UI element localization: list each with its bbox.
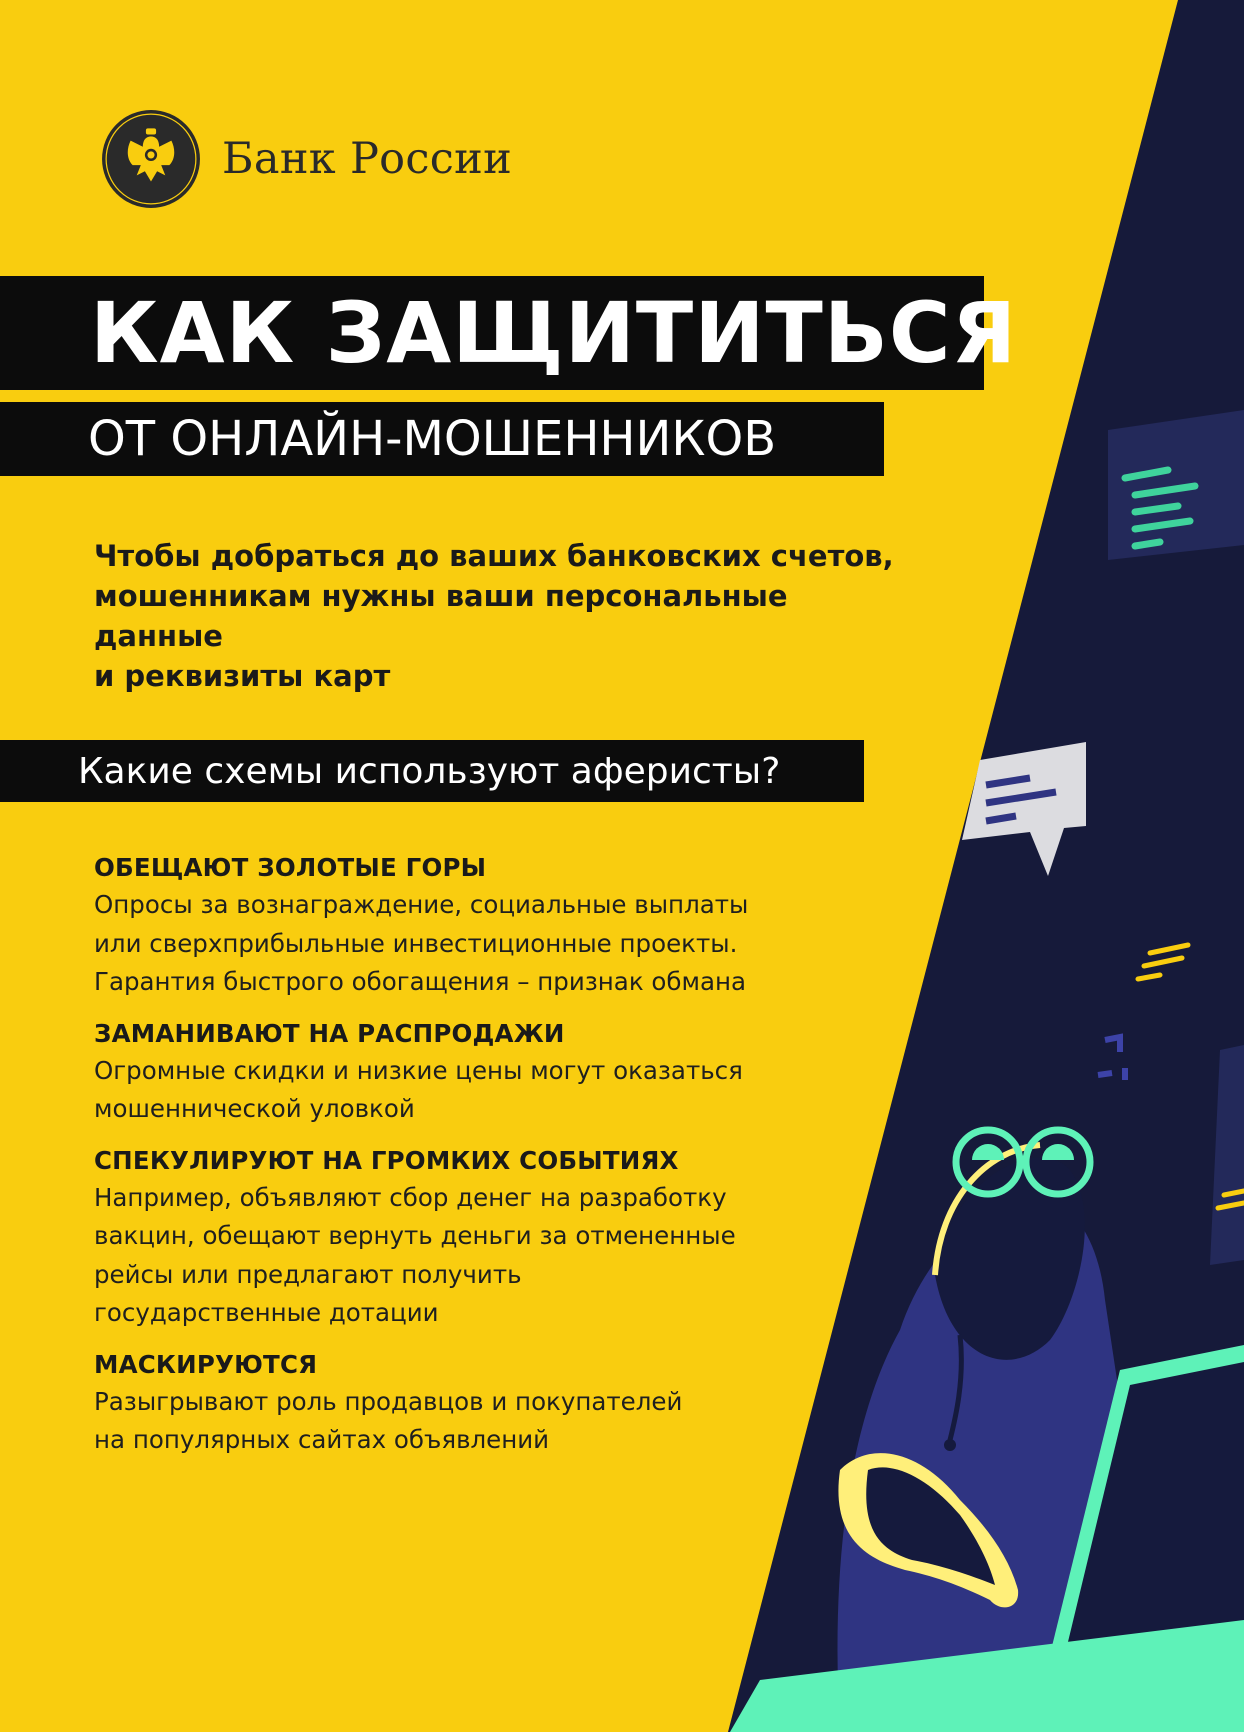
- bank-emblem-icon: [100, 108, 202, 210]
- scheme-title: ОБЕЩАЮТ ЗОЛОТЫЕ ГОРЫ: [94, 853, 487, 882]
- scheme-title: МАСКИРУЮТСЯ: [94, 1349, 318, 1379]
- bank-name: Банк России: [222, 134, 513, 184]
- bank-logo: [100, 108, 512, 210]
- scheme-item: [94, 1347, 814, 1460]
- intro-text: Чтобы добраться до ваших банковских счетов, мошенникам нужны ваши персональные данные и реквизиты карт: [94, 539, 894, 693]
- schemes-list: [94, 850, 814, 1474]
- scheme-text: Опросы за вознаграждение, социальные выплаты или сверхприбыльные инвестиционные проекты. Гарантия быстрого обогащения – признак обмана: [94, 890, 749, 996]
- scheme-text: Разыгрывают роль продавцов и покупателей на популярных сайтах объявлений: [94, 1386, 683, 1454]
- scheme-text: Например, объявляют сбор денег на разработку вакцин, обещают вернуть деньги за отмененные рейсы или предлагают получить государственные дотации: [94, 1182, 736, 1327]
- scheme-item: [94, 1143, 814, 1333]
- page-subtitle: ОТ ОНЛАЙН-МОШЕННИКОВ: [0, 402, 884, 476]
- scheme-title: СПЕКУЛИРУЮТ НА ГРОМКИХ СОБЫТИЯХ: [94, 1145, 679, 1175]
- scheme-text: Огромные скидки и низкие цены могут оказаться мошеннической уловкой: [94, 1055, 743, 1123]
- scheme-item: [94, 850, 814, 1002]
- scheme-item: [94, 1016, 814, 1129]
- scheme-title: ЗАМАНИВАЮТ НА РАСПРОДАЖИ: [94, 1018, 565, 1048]
- screen-panel: [1108, 410, 1244, 560]
- section-heading: Какие схемы используют аферисты?: [0, 740, 864, 802]
- page-title: КАК ЗАЩИТИТЬСЯ: [0, 276, 984, 390]
